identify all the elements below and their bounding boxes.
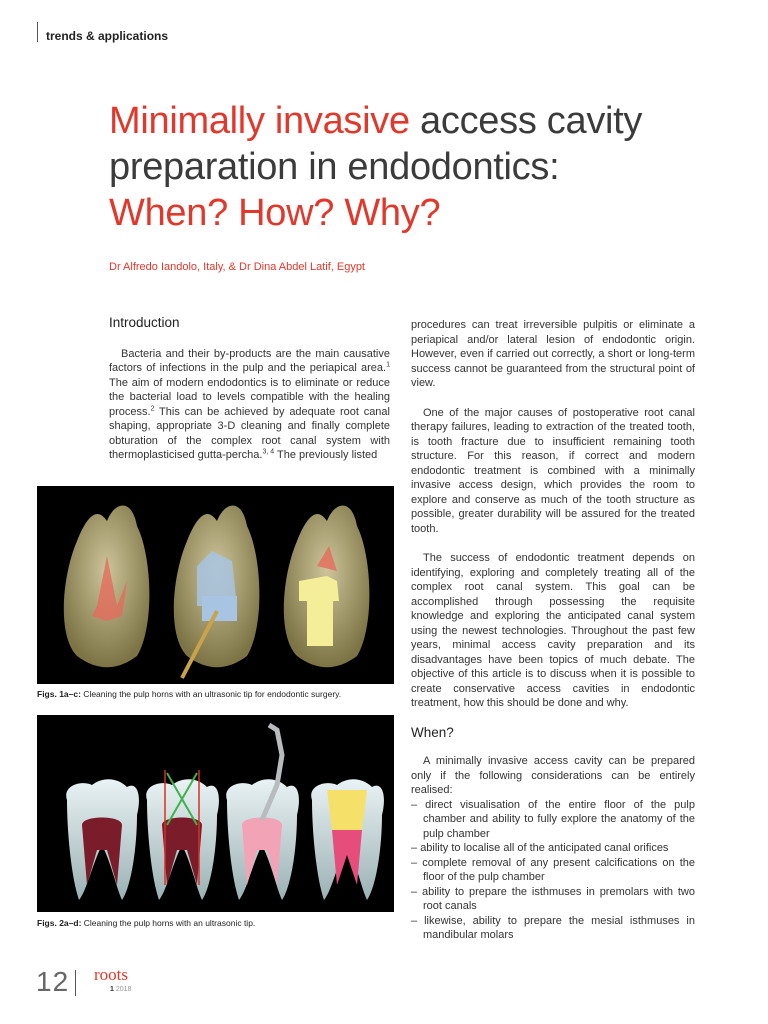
- considerations-list: [411, 798, 695, 943]
- reference: 1: [386, 361, 390, 369]
- tooth-c: [284, 505, 370, 667]
- when-heading: When?: [411, 724, 454, 740]
- introduction-paragraph: Bacteria and their by-products are the main causative factors of infections in the pulp and the periapical area.$^1$ The aim of modern endodontics is to eliminate or reduce the bacterial load to levels compatible with the healing process.$^2$ This can be achieved by adequate root canal shaping, appropriate 3-D cleaning and finally complete obturation of the complex root canal system with thermoplasticised gutta-percha.$^{3, 4}$ The previously listed: [109, 347, 390, 461]
- paragraph: A minimally invasive access cavity can be prepared only if the following considerations can be entirely realised:: [411, 755, 695, 796]
- list-item: – likewise, ability to prepare the mesial isthmuses in mandibular molars: [411, 914, 695, 943]
- tooth-b: [174, 505, 260, 678]
- footer-divider: [75, 970, 76, 996]
- figure-2-caption: Figs. 2a–d: Cleaning the pulp horns with an ultrasonic tip.: [37, 918, 256, 928]
- magazine-logo: roots: [94, 965, 128, 984]
- title-highlight: Minimally invasive: [109, 100, 410, 142]
- section-label: trends & applications: [46, 29, 169, 43]
- title-line3: When? How? Why?: [109, 192, 441, 234]
- paragraph: One of the major causes of postoperative root canal therapy failures, leading to extraction of the treated tooth, is tooth fracture due to insufficient remaining tooth structure. For this reason, if correct and modern endodontic treatment is combined with a minimally invasive access design, which provides the room to explore and conserve as much of the tooth structure as possible, greater durability will be assured for the treated tooth.: [411, 406, 695, 535]
- molar-b: [146, 770, 219, 900]
- article-title: [109, 98, 729, 236]
- author-line: Dr Alfredo Iandolo, Italy, & Dr Dina Abdel Latif, Egypt: [109, 261, 365, 273]
- list-item: – complete removal of any present calcifications on the floor of the pulp chamber: [411, 856, 695, 885]
- paragraph: The success of endodontic treatment depends on identifying, exploring and completely treating all of the complex root canal system. This goal can be accomplished through possessing the requisite knowledge and exploring the anticipated canal system using the newest technologies. Throughout the past few years, minimal access cavity preparation and its disadvantages have been topics of much debate. The objective of this article is to discuss when it is possible to create conservative access cavities in endodontic treatment, how this should be done and why.: [411, 552, 695, 709]
- figure-1-image: [37, 486, 394, 684]
- molar-d: [311, 779, 384, 900]
- left-column: [109, 316, 390, 478]
- right-column: [411, 318, 695, 943]
- issue-label: 1 2018: [110, 986, 132, 993]
- list-item: – direct visualisation of the entire floor of the pulp chamber and ability to fully explore the anatomy of the pulp chamber: [411, 798, 695, 842]
- molar-a: [66, 779, 139, 900]
- list-item: – ability to prepare the isthmuses in premolars with two root canals: [411, 885, 695, 914]
- title-line2: preparation in endodontics:: [109, 146, 560, 188]
- paragraph: procedures can treat irreversible pulpitis or eliminate a periapical and/or lateral lesion of endodontic origin. However, even if carried out correctly, a short or long-term success cannot be guaranteed from the structural point of view.: [411, 319, 695, 389]
- page-number: 12: [36, 966, 70, 997]
- title-part1: access cavity: [409, 100, 643, 142]
- reference: 2: [150, 404, 155, 412]
- figure-2-image: [37, 715, 394, 912]
- reference: 3, 4: [262, 448, 275, 456]
- tooth-a: [64, 505, 150, 667]
- molar-c: [226, 725, 299, 900]
- figure-1-caption: Figs. 1a–c: Cleaning the pulp horns with an ultrasonic tip for endodontic surgery.: [37, 689, 342, 699]
- section-divider: [37, 22, 38, 42]
- list-item: – ability to localise all of the anticipated canal orifices: [411, 841, 695, 856]
- introduction-heading: Introduction: [109, 315, 180, 330]
